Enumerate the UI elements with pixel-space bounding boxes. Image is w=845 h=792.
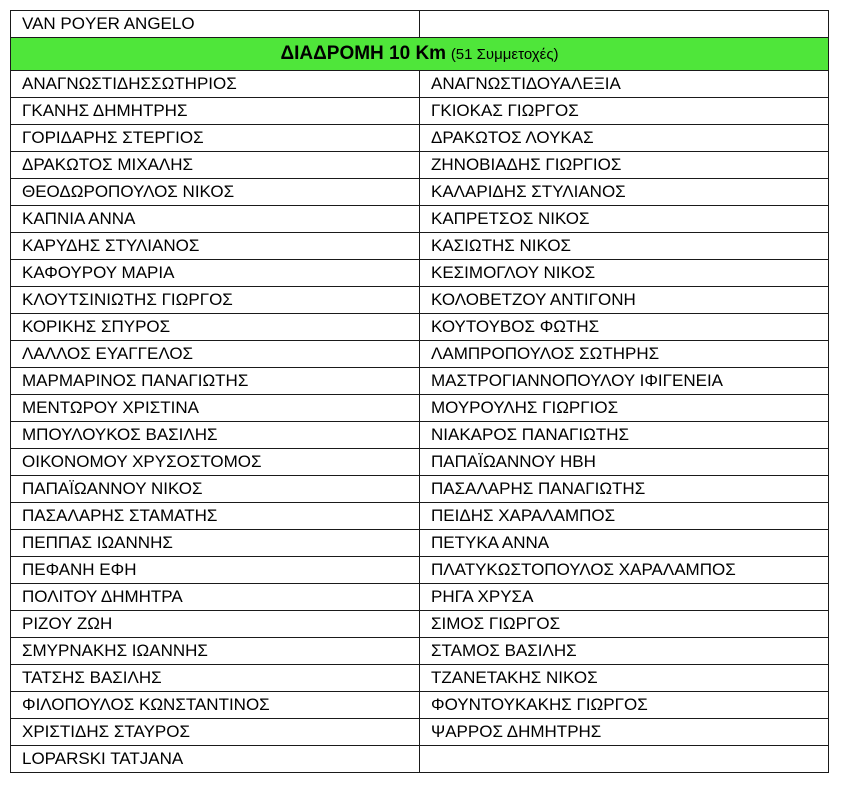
participant-cell: ΠΕΦΑΝΗ ΕΦΗ <box>11 557 420 584</box>
participant-cell: ΛΑΛΛΟΣ ΕΥΑΓΓΕΛΟΣ <box>11 341 420 368</box>
participants-table-body <box>11 11 829 773</box>
participant-cell: ΠΕΠΠΑΣ ΙΩΑΝΝΗΣ <box>11 530 420 557</box>
table-row <box>11 638 829 665</box>
table-row <box>11 152 829 179</box>
table-row <box>11 422 829 449</box>
participant-cell: ΣΤΑΜΟΣ ΒΑΣΙΛΗΣ <box>420 638 829 665</box>
participant-cell: ΛΑΜΠΡΟΠΟΥΛΟΣ ΣΩΤΗΡΗΣ <box>420 341 829 368</box>
participant-cell: ΘΕΟΔΩΡΟΠΟΥΛΟΣ ΝΙΚΟΣ <box>11 179 420 206</box>
participant-cell: ΚΑΠΡΕΤΣΟΣ ΝΙΚΟΣ <box>420 206 829 233</box>
table-row <box>11 611 829 638</box>
participant-cell: ΠΟΛΙΤΟΥ ΔΗΜΗΤΡΑ <box>11 584 420 611</box>
participant-cell: ΚΑΣΙΩΤΗΣ ΝΙΚΟΣ <box>420 233 829 260</box>
table-row <box>11 341 829 368</box>
participant-cell: ΠΛΑΤΥΚΩΣΤΟΠΟΥΛΟΣ ΧΑΡΑΛΑΜΠΟΣ <box>420 557 829 584</box>
participant-cell: ΜΟΥΡΟΥΛΗΣ ΓΙΩΡΓΙΟΣ <box>420 395 829 422</box>
empty-cell <box>420 11 829 38</box>
top-row <box>11 11 829 38</box>
participant-cell: ΖΗΝΟΒΙΑΔΗΣ ΓΙΩΡΓΙΟΣ <box>420 152 829 179</box>
table-row <box>11 233 829 260</box>
participant-cell: ΧΡΙΣΤΙΔΗΣ ΣΤΑΥΡΟΣ <box>11 719 420 746</box>
table-row <box>11 314 829 341</box>
participant-cell: ΚΕΣΙΜΟΓΛΟΥ ΝΙΚΟΣ <box>420 260 829 287</box>
participant-cell: ΠΕΤΥΚΑ ΑΝΝΑ <box>420 530 829 557</box>
participant-cell: ΠΕΙΔΗΣ ΧΑΡΑΛΑΜΠΟΣ <box>420 503 829 530</box>
table-row <box>11 179 829 206</box>
table-row <box>11 287 829 314</box>
participant-cell: LOPARSKI TATJANA <box>11 746 420 773</box>
empty-cell <box>420 746 829 773</box>
route-title: ΔΙΑΔΡΟΜΗ 10 Km <box>280 43 447 64</box>
table-row <box>11 125 829 152</box>
participant-cell: ΠΑΠΑΪΩΑΝΝΟΥ ΗΒΗ <box>420 449 829 476</box>
participant-cell: ΓΚΑΝΗΣ ΔΗΜΗΤΡΗΣ <box>11 98 420 125</box>
participant-cell: ΓΚΙΟΚΑΣ ΓΙΩΡΓΟΣ <box>420 98 829 125</box>
route-header-row <box>11 38 829 71</box>
table-row <box>11 692 829 719</box>
participant-cell: ΦΟΥΝΤΟΥΚΑΚΗΣ ΓΙΩΡΓΟΣ <box>420 692 829 719</box>
participant-cell: ΚΟΥΤΟΥΒΟΣ ΦΩΤΗΣ <box>420 314 829 341</box>
participant-cell: ΜΑΣΤΡΟΓΙΑΝΝΟΠΟΥΛΟΥ ΙΦΙΓΕΝΕΙΑ <box>420 368 829 395</box>
table-row <box>11 368 829 395</box>
table-row <box>11 449 829 476</box>
table-row <box>11 557 829 584</box>
table-row <box>11 71 829 98</box>
participant-cell: ΚΟΛΟΒΕΤΖΟΥ ΑΝΤΙΓΟΝΗ <box>420 287 829 314</box>
table-row <box>11 719 829 746</box>
table-row <box>11 503 829 530</box>
participant-cell: ΣΙΜΟΣ ΓΙΩΡΓΟΣ <box>420 611 829 638</box>
table-row <box>11 530 829 557</box>
participant-cell: ΤΖΑΝΕΤΑΚΗΣ ΝΙΚΟΣ <box>420 665 829 692</box>
participant-cell: ΚΑΦΟΥΡΟΥ ΜΑΡΙΑ <box>11 260 420 287</box>
participant-count: (51 Συμμετοχές) <box>450 46 559 63</box>
participant-cell: ΜΠΟΥΛΟΥΚΟΣ ΒΑΣΙΛΗΣ <box>11 422 420 449</box>
participant-cell: ΜΑΡΜΑΡΙΝΟΣ ΠΑΝΑΓΙΩΤΗΣ <box>11 368 420 395</box>
participant-cell: ΠΑΣΑΛΑΡΗΣ ΣΤΑΜΑΤΗΣ <box>11 503 420 530</box>
table-row <box>11 746 829 773</box>
participant-cell: ΟΙΚΟΝΟΜΟΥ ΧΡΥΣΟΣΤΟΜΟΣ <box>11 449 420 476</box>
participant-cell: ΝΙΑΚΑΡΟΣ ΠΑΝΑΓΙΩΤΗΣ <box>420 422 829 449</box>
participant-cell: ΔΡΑΚΩΤΟΣ ΜΙΧΑΛΗΣ <box>11 152 420 179</box>
table-row <box>11 98 829 125</box>
participant-cell: ΨΑΡΡΟΣ ΔΗΜΗΤΡΗΣ <box>420 719 829 746</box>
participant-cell: ΡΙΖΟΥ ΖΩΗ <box>11 611 420 638</box>
participant-cell: ΦΙΛΟΠΟΥΛΟΣ ΚΩΝΣΤΑΝΤΙΝΟΣ <box>11 692 420 719</box>
participant-cell: ΜΕΝΤΩΡΟΥ ΧΡΙΣΤΙΝΑ <box>11 395 420 422</box>
participants-table <box>10 10 829 773</box>
participant-cell: ΚΑΡΥΔΗΣ ΣΤΥΛΙΑΝΟΣ <box>11 233 420 260</box>
participant-cell: ΑΝΑΓΝΩΣΤΙΔΟΥΑΛΕΞΙΑ <box>420 71 829 98</box>
table-row <box>11 584 829 611</box>
table-row <box>11 476 829 503</box>
participant-cell: ΠΑΣΑΛΑΡΗΣ ΠΑΝΑΓΙΩΤΗΣ <box>420 476 829 503</box>
participant-cell: ΡΗΓΑ ΧΡΥΣΑ <box>420 584 829 611</box>
route-header <box>11 38 829 71</box>
table-row <box>11 395 829 422</box>
participant-cell: ΤΑΤΣΗΣ ΒΑΣΙΛΗΣ <box>11 665 420 692</box>
participant-cell: VAN POYER ANGELO <box>11 11 420 38</box>
participant-cell: ΚΑΛΑΡΙΔΗΣ ΣΤΥΛΙΑΝΟΣ <box>420 179 829 206</box>
table-row <box>11 206 829 233</box>
participant-cell: ΓΟΡΙΔΑΡΗΣ ΣΤΕΡΓΙΟΣ <box>11 125 420 152</box>
table-row <box>11 665 829 692</box>
participant-cell: ΚΛΟΥΤΣΙΝΙΩΤΗΣ ΓΙΩΡΓΟΣ <box>11 287 420 314</box>
table-row <box>11 260 829 287</box>
participant-cell: ΚΟΡΙΚΗΣ ΣΠΥΡΟΣ <box>11 314 420 341</box>
participant-cell: ΔΡΑΚΩΤΟΣ ΛΟΥΚΑΣ <box>420 125 829 152</box>
participant-cell: ΣΜΥΡΝΑΚΗΣ ΙΩΑΝΝΗΣ <box>11 638 420 665</box>
participant-cell: ΑΝΑΓΝΩΣΤΙΔΗΣΣΩΤΗΡΙΟΣ <box>11 71 420 98</box>
participant-cell: ΠΑΠΑΪΩΑΝΝΟΥ ΝΙΚΟΣ <box>11 476 420 503</box>
participant-cell: ΚΑΠΝΙΑ ΑΝΝΑ <box>11 206 420 233</box>
